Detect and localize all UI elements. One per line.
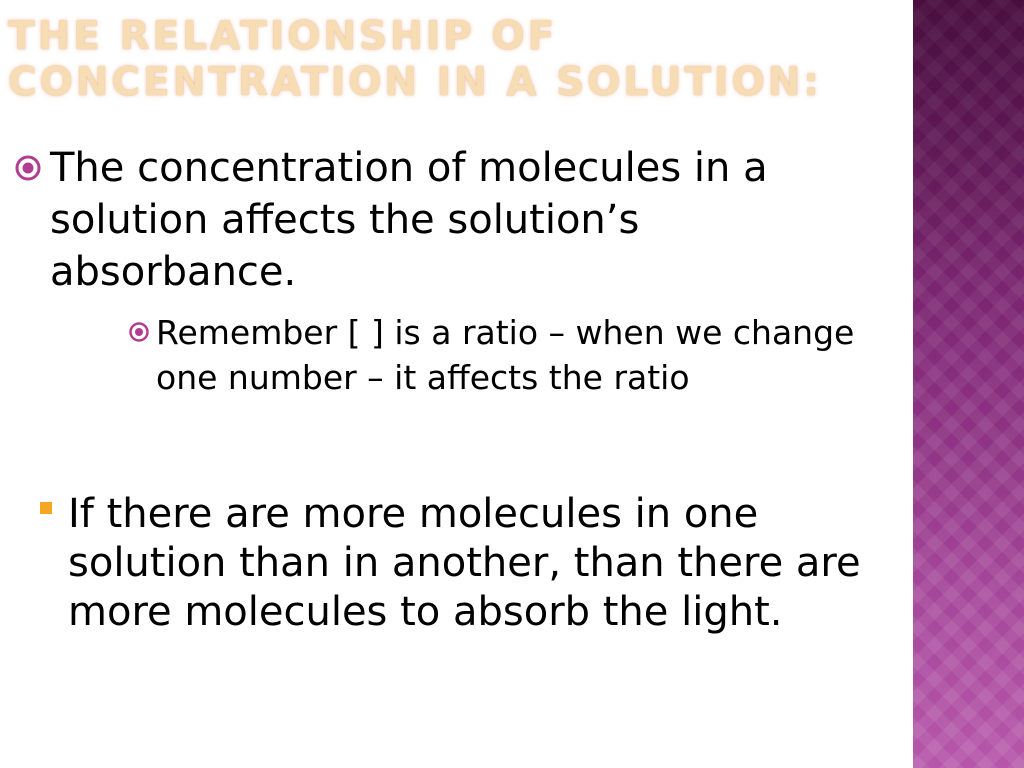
square-icon [40,490,68,514]
decorative-side-panel [913,0,1024,768]
bullet-item-concentration [14,142,894,298]
circle-dot-icon [128,310,156,343]
slide-title: THE RELATIONSHIP OF CONCENTRATION IN A SOLUTION: [8,14,822,105]
sub-bullet-text: Remember [ ] is a ratio – when we change one number – it affects the ratio [156,313,855,397]
bullet-text: If there are more molecules in one solution than in another, than there are more molecules to absorb the light. [68,491,861,635]
bullet-text: The concentration of molecules in a solution affects the solution’s absorbance. [50,145,768,295]
circle-dot-icon [14,142,50,182]
sub-bullet-item-ratio [128,310,898,400]
bullet-item-more-molecules [40,490,900,637]
